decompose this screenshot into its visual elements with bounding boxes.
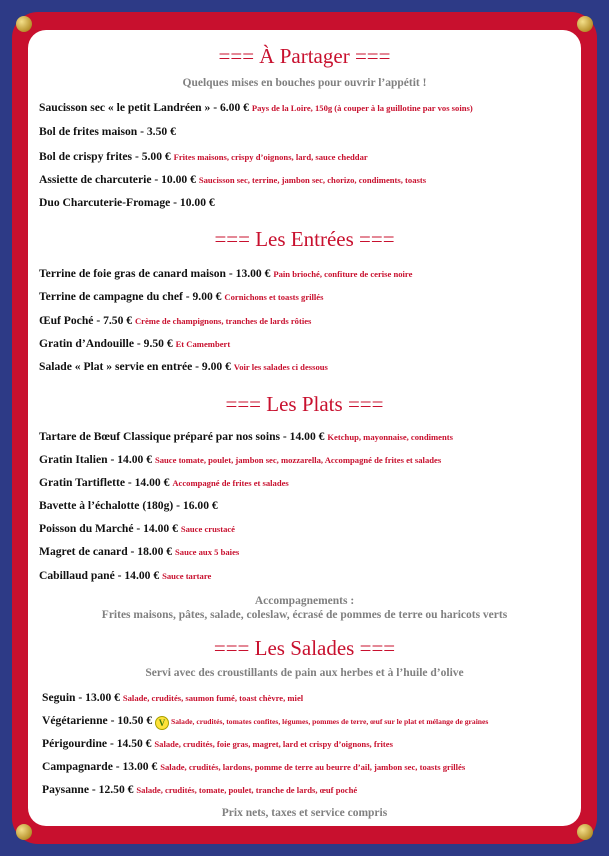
item-description: Salade, crudités, tomate, poulet, tranche de lards, œuf poché xyxy=(136,785,358,795)
item-description: Frites maisons, crispy d’oignons, lard, sauce cheddar xyxy=(173,152,368,162)
menu-item xyxy=(39,196,215,209)
item-description: Sauce crustacé xyxy=(180,524,236,534)
menu-item xyxy=(39,569,211,582)
item-description: Pain brioché, confiture de cerise noire xyxy=(273,269,413,279)
item-name: Gratin Tartiflette - 14.00 € xyxy=(39,476,173,489)
item-name: Cabillaud pané - 14.00 € xyxy=(39,569,163,582)
item-description: Crème de champignons, tranches de lards rôties xyxy=(134,316,312,326)
item-description: Pays de la Loire, 150g (à couper à la guillotine par vos soins) xyxy=(251,103,473,113)
menu-item xyxy=(42,714,488,730)
item-name: Terrine de foie gras de canard maison - 13.00 € xyxy=(39,267,274,280)
item-description: Salade, crudités, foie gras, magret, lard et crispy d’oignons, frites xyxy=(154,739,393,749)
item-description: Et Camembert xyxy=(175,339,231,349)
menu-item xyxy=(42,691,303,704)
item-name: Œuf Poché - 7.50 € xyxy=(39,314,135,327)
menu-item xyxy=(39,453,441,466)
item-name: Gratin d’Andouille - 9.50 € xyxy=(39,337,176,350)
vegetarian-icon: V xyxy=(155,716,169,730)
item-description: Sauce tartare xyxy=(162,571,212,581)
item-name: Magret de canard - 18.00 € xyxy=(39,545,175,558)
menu-item xyxy=(39,314,311,327)
accompagnements-title: Accompagnements : xyxy=(254,595,355,607)
item-name: Terrine de campagne du chef - 9.00 € xyxy=(39,290,225,303)
menu-item xyxy=(39,337,230,350)
menu-item xyxy=(42,783,357,796)
item-name: Gratin Italien - 14.00 € xyxy=(39,453,155,466)
section-title-entrees: === Les Entrées === xyxy=(214,227,395,251)
corner-stud-icon xyxy=(16,16,32,32)
item-name: Bavette à l’échalotte (180g) - 16.00 € xyxy=(39,499,218,512)
menu-item xyxy=(39,150,368,163)
section-subtitle-partager: Quelques mises en bouches pour ouvrir l’appétit ! xyxy=(182,77,427,89)
menu-item xyxy=(39,430,453,443)
item-name: Paysanne - 12.50 € xyxy=(42,783,137,796)
item-name: Assiette de charcuterie - 10.00 € xyxy=(39,173,199,186)
footer-note: Prix nets, taxes et service compris xyxy=(221,807,388,819)
menu-item xyxy=(42,737,393,750)
item-description: Ketchup, mayonnaise, condiments xyxy=(327,432,453,442)
item-name: Duo Charcuterie-Fromage - 10.00 € xyxy=(39,196,215,209)
item-description: Cornichons et toasts grillés xyxy=(224,292,324,302)
item-name: Tartare de Bœuf Classique préparé par nos soins - 14.00 € xyxy=(39,430,328,443)
section-title-plats: === Les Plats === xyxy=(225,392,384,416)
section-subtitle-salades: Servi avec des croustillants de pain aux herbes et à l’huile d’olive xyxy=(145,667,464,679)
menu-item xyxy=(39,267,412,280)
section-title-partager: === À Partager === xyxy=(218,44,391,68)
item-description: Salade, crudités, tomates confites, légumes, pommes de terre, œuf sur le plat et mélange de graines xyxy=(171,717,489,726)
item-description: Sauce tomate, poulet, jambon sec, mozzarella, Accompagné de frites et salades xyxy=(154,455,442,465)
menu-item xyxy=(39,476,289,489)
item-description: Voir les salades ci dessous xyxy=(233,362,328,372)
item-description: Sauce aux 5 baies xyxy=(175,547,240,557)
item-name: Bol de crispy frites - 5.00 € xyxy=(39,150,174,163)
item-name: Salade « Plat » servie en entrée - 9.00 € xyxy=(39,360,234,373)
item-name: Seguin - 13.00 € xyxy=(42,691,123,704)
menu-item xyxy=(39,360,328,373)
menu-item xyxy=(39,545,239,558)
accompagnements-text: Frites maisons, pâtes, salade, coleslaw, écrasé de pommes de terre ou haricots verts xyxy=(101,609,508,621)
item-name: Saucisson sec « le petit Landréen » - 6.00 € xyxy=(39,101,252,114)
item-name: Poisson du Marché - 14.00 € xyxy=(39,522,181,535)
menu-item xyxy=(39,125,176,138)
item-description: Accompagné de frites et salades xyxy=(172,478,289,488)
corner-stud-icon xyxy=(577,16,593,32)
menu-item xyxy=(39,101,473,114)
menu-item xyxy=(39,522,235,535)
item-description: Salade, crudités, saumon fumé, toast chèvre, miel xyxy=(122,693,304,703)
menu-item xyxy=(42,760,465,773)
item-description: Salade, crudités, lardons, pomme de terre au beurre d’ail, jambon sec, toasts grillés xyxy=(160,762,466,772)
menu-item xyxy=(39,290,323,303)
menu-item xyxy=(39,173,426,186)
item-name: Périgourdine - 14.50 € xyxy=(42,737,155,750)
section-title-salades: === Les Salades === xyxy=(213,636,396,660)
item-name: Bol de frites maison - 3.50 € xyxy=(39,125,176,138)
menu-card xyxy=(28,30,581,826)
item-name: Campagnarde - 13.00 € xyxy=(42,760,161,773)
item-name: Végétarienne - 10.50 € xyxy=(42,714,156,727)
corner-stud-icon xyxy=(577,824,593,840)
corner-stud-icon xyxy=(16,824,32,840)
item-description: Saucisson sec, terrine, jambon sec, chorizo, condiments, toasts xyxy=(198,175,427,185)
menu-item xyxy=(39,499,218,512)
